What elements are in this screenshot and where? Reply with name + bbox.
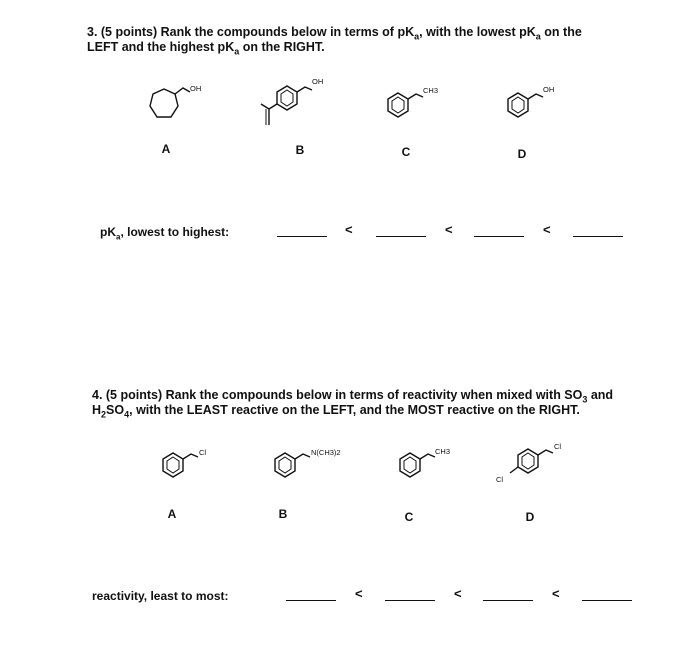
q3-less-than-2: < [445,222,453,237]
q3-label-c: C [401,145,411,159]
q4-d-substituent: Cl [554,442,562,451]
q3-b-substituent: OH [312,77,324,86]
q4-c-substituent: CH3 [435,447,451,456]
q4-blank-4[interactable] [582,600,632,601]
q3-compound-d-structure [505,78,585,128]
q3-compound-c-structure [385,78,465,128]
q3-label-b: B [295,143,305,157]
q4-compound-d-structure [490,436,580,496]
q4-d-substituent-2: Cl [496,475,504,484]
q3-compound-a-structure [140,76,220,136]
q3-compound-b-structure [252,70,342,138]
q4-label-d: D [525,510,535,524]
q3-less-than-1: < [345,222,353,237]
q3-blank-2[interactable] [376,236,426,237]
q3-c-substituent: CH3 [423,86,439,95]
q3-less-than-3: < [543,222,551,237]
q3-blank-1[interactable] [277,236,327,237]
q3-d-substituent: OH [543,85,555,94]
q4-blank-2[interactable] [385,600,435,601]
q3-blank-4[interactable] [573,236,623,237]
q4-less-than-1: < [355,586,363,601]
q3-label-a: A [161,142,171,156]
q4-compound-a-structure [160,440,240,490]
q4-a-substituent: Cl [199,448,207,457]
question-3-title: 3. (5 points) Rank the compounds below in terms of $pK_a$, with the lowest $pK_a$ on the LEFT and the highest $pK_a$ on the RIGHT. [87,25,582,57]
q4-compound-c-structure [397,440,477,490]
q4-less-than-3: < [552,586,560,601]
q3-a-substituent: OH [190,84,202,93]
q4-rank-label: reactivity, least to most: [92,589,229,603]
question-4-title: 4. (5 points) Rank the compounds below in terms of reactivity when mixed with $SO_3$ and $H_2SO_4$, with the LEAST reactive on the LEFT, and the MOST reactive on the RIGHT. [92,388,614,420]
q4-label-a: A [167,507,177,521]
q4-label-c: C [404,510,414,524]
q4-blank-3[interactable] [483,600,533,601]
q3-label-d: D [517,147,527,161]
q3-blank-3[interactable] [474,236,524,237]
q4-label-b: B [278,507,288,521]
q4-less-than-2: < [454,586,462,601]
q3-rank-label: $pK_a$, lowest to highest: [100,225,230,242]
q4-b-substituent: N(CH3)2 [311,448,341,457]
q4-blank-1[interactable] [286,600,336,601]
q4-compound-b-structure [272,440,372,490]
